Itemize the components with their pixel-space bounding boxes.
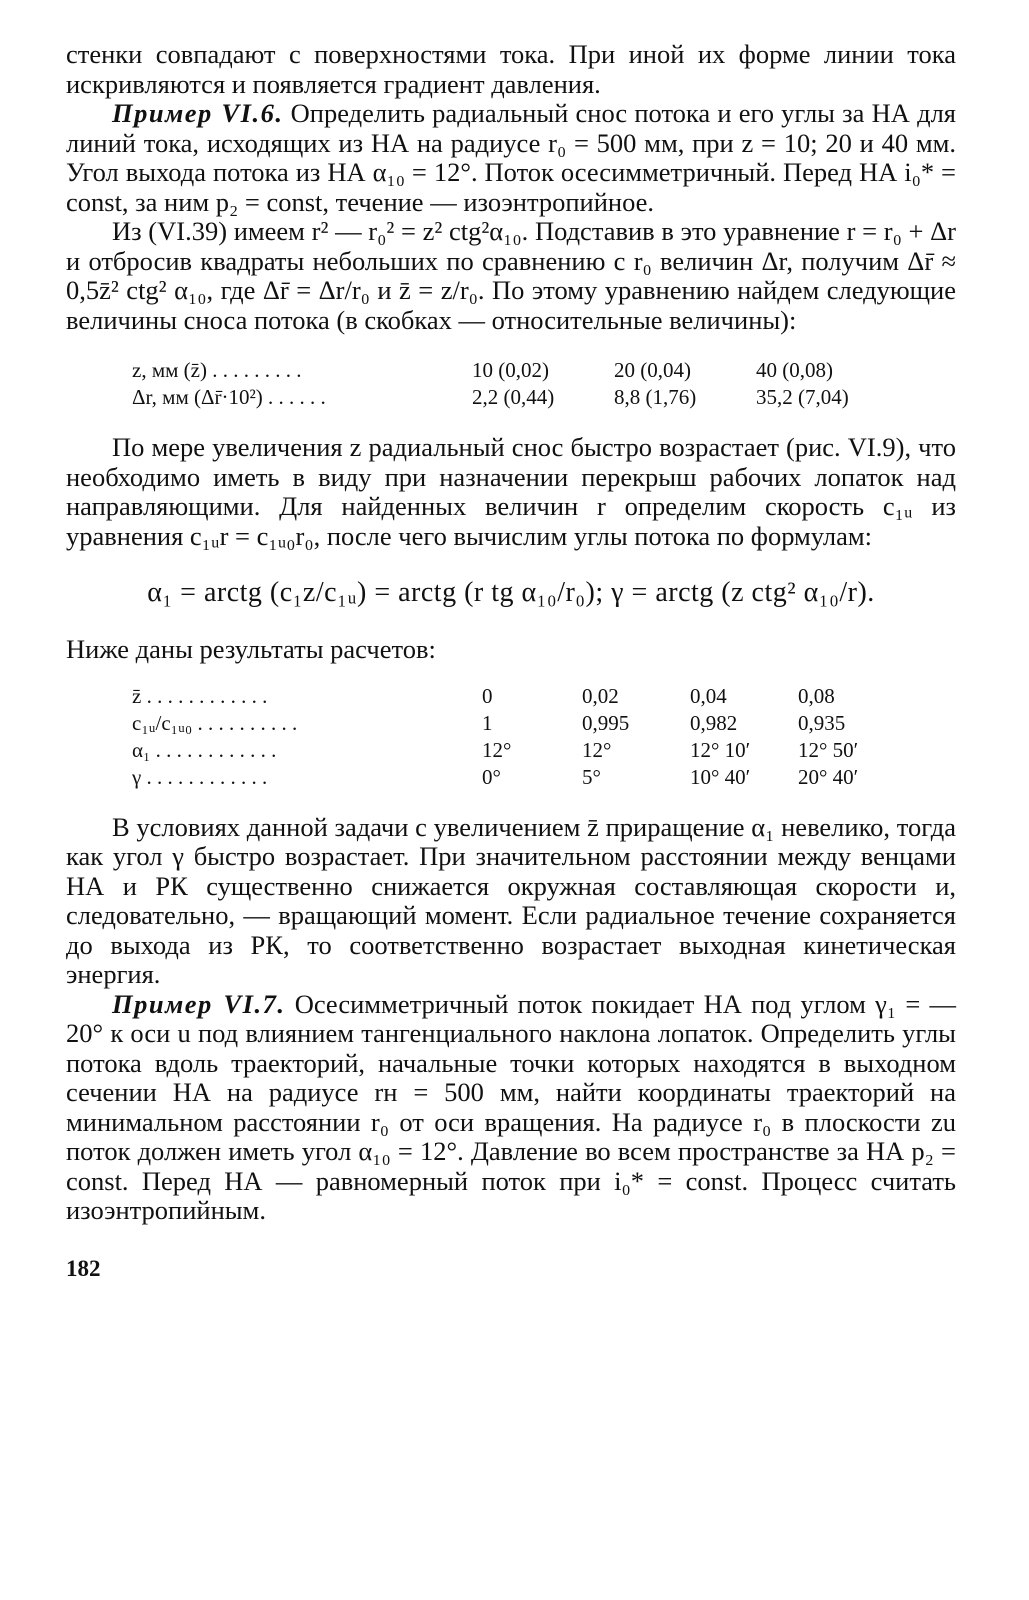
table-row-label: c₁ᵤ/c₁ᵤ₀ . . . . . . . . . . (132, 710, 298, 735)
example-vi6-paragraph (66, 99, 956, 217)
table-cell: 12° 50′ (798, 737, 859, 762)
table-cell: 35,2 (7,04) (756, 385, 849, 409)
table-cell: 20 (0,04) (614, 358, 691, 382)
page-number: 182 (66, 1255, 101, 1281)
table-row (132, 683, 898, 710)
derivation-paragraph: Из (VI.39) имеем r² — r₀² = z² ctg²α₁₀. Подставив в это уравнение r = r₀ + Δr и отбросив квадраты небольших по сравнению с r₀ величин Δr, получим Δr̄ ≈ 0,5z̄² ctg² α₁₀, где Δr̄ = Δr/r₀ и z̄ = z/r₀. По этому уравнению найдем следующие величины сноса потока (в скобках — относительные величины): (66, 216, 956, 335)
table-row (132, 384, 886, 411)
angle-formula: α₁ = arctg (c₁z/c₁ᵤ) = arctg (r tg α₁₀/r₀); γ = arctg (z ctg² α₁₀/r). (147, 577, 875, 608)
conclusion-paragraph: В условиях данной задачи с увеличением z̄ приращение α₁ невелико, тогда как угол γ быстро возрастает. При значительном расстоянии между венцами НА и РК существенно снижается окружная составляющая скорости и, следовательно, — вращающий момент. Если радиальное течение сохраняется до выхода из РК, то соответственно возрастает выходная кинетическая энергия. (66, 811, 956, 989)
table-cell: 0,02 (582, 683, 619, 708)
table-cell: 0,04 (690, 683, 727, 708)
example-vi6-heading: Пример VI.6. (112, 98, 284, 128)
book-page (66, 40, 956, 1282)
table-row-label: Δr, мм (Δr̄·10²) . . . . . . (132, 385, 326, 409)
table-cell: 10 (0,02) (472, 358, 549, 382)
drift-table (132, 357, 886, 411)
table-cell: 0° (482, 764, 501, 789)
table-cell: 40 (0,08) (756, 358, 833, 382)
table-cell: 0,08 (798, 683, 835, 708)
table-cell: 10° 40′ (690, 764, 751, 789)
table-cell: 20° 40′ (798, 764, 859, 789)
table-row-label: γ . . . . . . . . . . . . (132, 764, 268, 789)
table-row-label: z̄ . . . . . . . . . . . . (132, 683, 268, 708)
results-intro: Ниже даны результаты расчетов: (66, 634, 436, 664)
table-row-label: z, мм (z̄) . . . . . . . . . (132, 358, 302, 382)
example-vi7-text: Осесимметричный поток покидает НА под углом γ₁ = —20° к оси u под влиянием тангенциального наклона лопаток. Определить углы потока вдоль траекторий, начальные точки которых находятся в выходном сечении НА на радиусе rн = 500 мм, найти координаты траекторий на минимальном расстоянии r₀ от оси вращения. На радиусе r₀ в плоскости zu поток должен иметь угол α₁₀ = 12°. Давление во всем пространстве за НА p₂ = const. Перед НА — равномерный поток при i₀* = const. Процесс считать изоэнтропийным. (66, 988, 956, 1225)
table-cell: 12° (582, 737, 612, 762)
table-row (132, 710, 898, 737)
table-cell: 5° (582, 764, 601, 789)
table-cell: 0,935 (798, 710, 846, 735)
example-vi6-text: Определить радиальный снос потока и его углы за НА для линий тока, исходящих из НА на радиусе r₀ = 500 мм, при z = 10; 20 и 40 мм. Угол выхода потока из НА α₁₀ = 12°. Поток осесимметричный. Перед НА i₀* = const, за ним p₂ = const, течение — изоэнтропийное. (66, 98, 956, 217)
table-row (132, 737, 898, 764)
results-table (132, 683, 898, 791)
table-cell: 0 (482, 683, 493, 708)
table-cell: 12° (482, 737, 512, 762)
example-vi7-heading: Пример VI.7. (112, 988, 286, 1019)
table-cell: 12° 10′ (690, 737, 751, 762)
example-vi7-paragraph (66, 990, 956, 1226)
angles-paragraph: По мере увеличения z радиальный снос быстро возрастает (рис. VI.9), что необходимо иметь в виду при назначении перекрыш рабочих лопаток над направляющими. Для найденных величин r определим скорость c₁ᵤ из уравнения c₁ᵤr = c₁ᵤ₀r₀, после чего вычислим углы потока по формулам: (66, 432, 956, 551)
table-row (132, 764, 898, 791)
table-row (132, 357, 886, 384)
table-cell: 1 (482, 710, 493, 735)
table-row-label: α₁ . . . . . . . . . . . . (132, 737, 277, 762)
table-cell: 0,982 (690, 710, 738, 735)
table-cell: 0,995 (582, 710, 630, 735)
table-cell: 2,2 (0,44) (472, 385, 555, 409)
table-cell: 8,8 (1,76) (614, 385, 697, 409)
paragraph-continuation: стенки совпадают с поверхностями тока. При иной их форме линии тока искривляются и появляется градиент давления. (66, 39, 956, 99)
